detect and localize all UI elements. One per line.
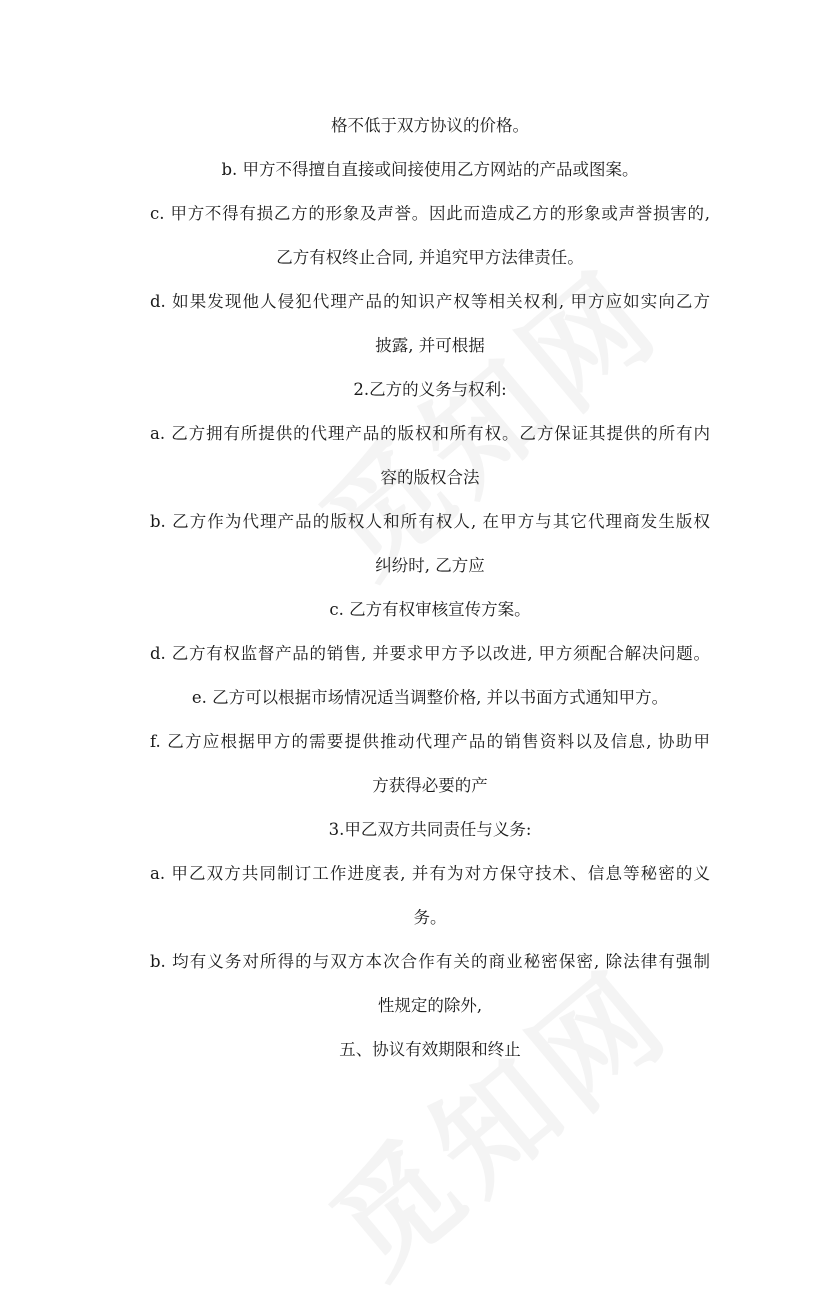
paragraph-line: 乙方有权终止合同, 并追究甲方法律责任。 xyxy=(276,248,584,267)
paragraph-line: b. 乙方作为代理产品的版权人和所有权人, 在甲方与其它代理商发生版权 xyxy=(150,512,710,531)
paragraph-line: 性规定的除外, xyxy=(377,996,483,1015)
chapter-heading: 五、协议有效期限和终止 xyxy=(339,1040,521,1059)
paragraph-line: f. 乙方应根据甲方的需要提供推动代理产品的销售资料以及信息, 协助甲 xyxy=(150,732,710,751)
paragraph-line: 纠纷时, 乙方应 xyxy=(375,556,485,575)
paragraph-line: 容的版权合法 xyxy=(380,468,480,487)
paragraph-line: c. 乙方有权审核宣传方案。 xyxy=(329,600,531,619)
paragraph-line: c. 甲方不得有损乙方的形象及声誉。因此而造成乙方的形象或声誉损害的, xyxy=(150,204,710,223)
section-heading: 3.甲乙双方共同责任与义务: xyxy=(328,820,532,839)
paragraph-line: a. 甲乙双方共同制订工作进度表, 并有为对方保守技术、信息等秘密的义 xyxy=(150,864,710,883)
paragraph-line: 格不低于双方协议的价格。 xyxy=(331,116,529,135)
paragraph-line: 方获得必要的产 xyxy=(372,776,488,795)
paragraph-line: 务。 xyxy=(413,908,447,927)
section-heading: 2.乙方的义务与权利: xyxy=(353,380,507,399)
paragraph-line: 披露, 并可根据 xyxy=(375,336,485,355)
paragraph-line: a. 乙方拥有所提供的代理产品的版权和所有权。乙方保证其提供的所有内 xyxy=(150,424,710,443)
paragraph-line: b. 均有义务对所得的与双方本次合作有关的商业秘密保密, 除法律有强制 xyxy=(150,952,710,971)
document-body xyxy=(150,104,710,1072)
paragraph-line: d. 如果发现他人侵犯代理产品的知识产权等相关权利, 甲方应如实向乙方 xyxy=(150,292,710,311)
paragraph-line: e. 乙方可以根据市场情况适当调整价格, 并以书面方式通知甲方。 xyxy=(191,688,669,707)
paragraph-line: d. 乙方有权监督产品的销售, 并要求甲方予以改进, 甲方须配合解决问题。 xyxy=(150,644,710,663)
paragraph-line: b. 甲方不得擅自直接或间接使用乙方网站的产品或图案。 xyxy=(221,160,639,179)
